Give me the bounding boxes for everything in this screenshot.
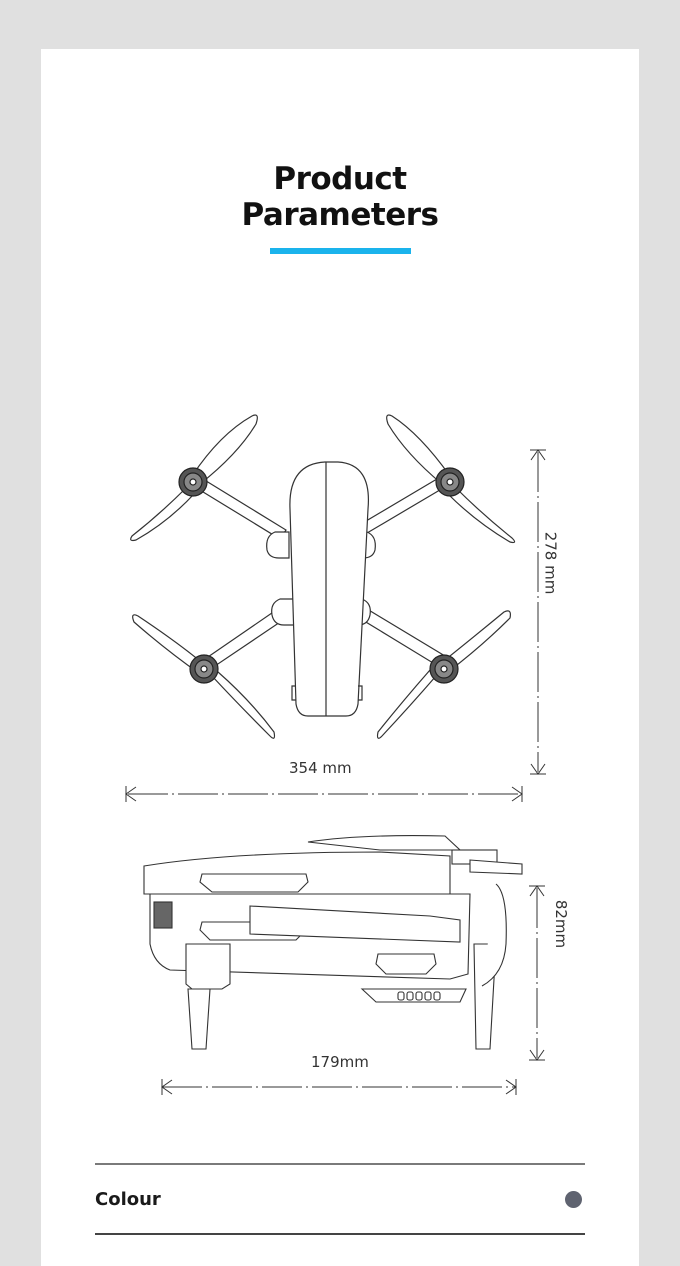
drone-side-view-diagram xyxy=(130,824,570,1074)
drone-top-view-diagram xyxy=(120,394,560,784)
title-underline xyxy=(270,248,411,254)
side-height-label: 82mm xyxy=(552,899,571,949)
spec-row-colour xyxy=(95,1164,585,1234)
side-width-label: 179mm xyxy=(311,1053,369,1071)
colour-swatch[interactable] xyxy=(565,1191,582,1208)
product-card xyxy=(41,49,639,1266)
spec-label-colour: Colour xyxy=(95,1188,161,1210)
title-line-1: Product xyxy=(273,161,407,197)
spec-divider-bottom xyxy=(95,1233,585,1235)
top-width-label: 354 mm xyxy=(289,759,352,777)
top-height-label: 278 mm xyxy=(541,531,560,595)
section-title xyxy=(41,161,639,233)
title-line-2: Parameters xyxy=(241,197,439,233)
